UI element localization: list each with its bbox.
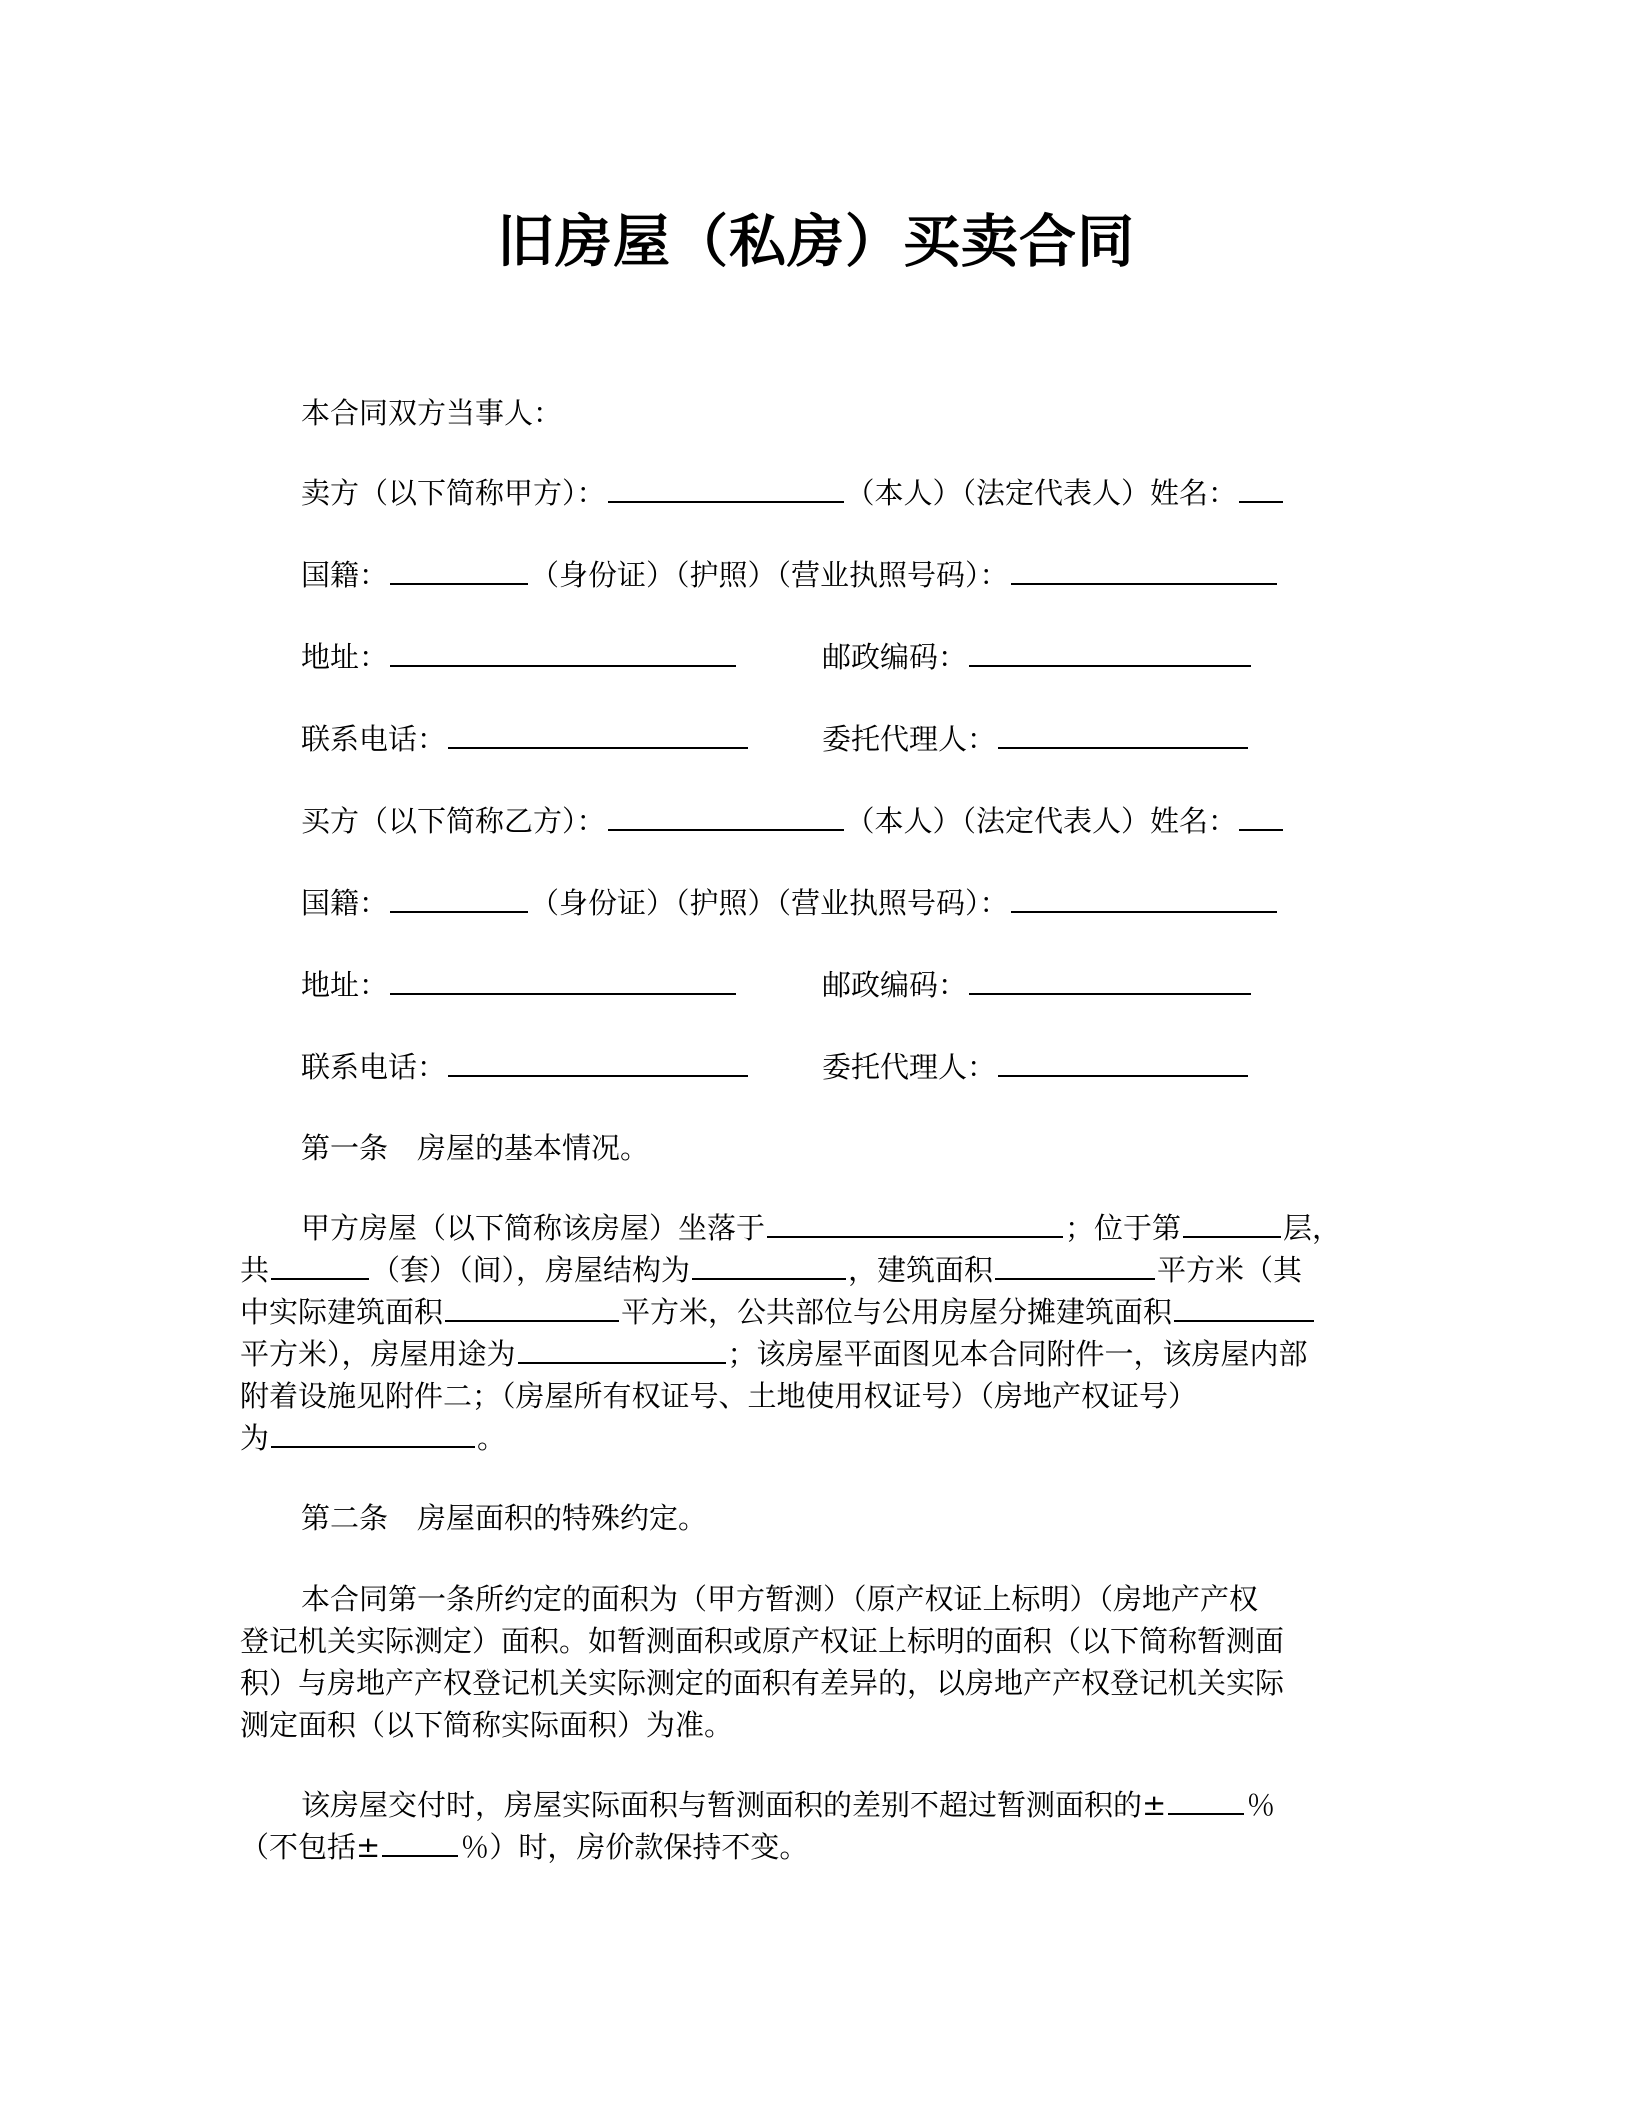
buyer-agent-label: 委托代理人：	[822, 1050, 997, 1084]
seller-role-label: （本人）（法定代表人）姓名：	[845, 476, 1238, 510]
seller-phone-line	[301, 718, 750, 760]
article-2-para-1-line-3: 积）与房地产产权登记机关实际测定的面积有差异的，以房地产产权登记机关实际	[240, 1666, 1285, 1700]
seller-postcode-blank[interactable]	[969, 637, 1251, 667]
seller-postcode-line	[822, 636, 1253, 678]
buyer-phone-label: 联系电话：	[301, 1050, 447, 1084]
seller-line-2	[301, 554, 1279, 596]
article-1-text: ；位于第	[1065, 1211, 1182, 1245]
buyer-phone-blank[interactable]	[448, 1047, 748, 1077]
seller-name-blank[interactable]	[608, 473, 844, 503]
article-2-text: 该房屋交付时，房屋实际面积与暂测面积的差别不超过暂测面积的±	[301, 1788, 1167, 1822]
buyer-nationality-label: 国籍：	[301, 886, 389, 920]
document-title: 旧房屋（私房）买卖合同	[497, 209, 1135, 275]
article-2-text: ％	[1246, 1788, 1276, 1822]
seller-agent-blank[interactable]	[998, 719, 1248, 749]
shared-area-blank[interactable]	[1174, 1292, 1314, 1322]
article-1-text: ；该房屋平面图见本合同附件一，该房屋内部	[727, 1337, 1308, 1371]
article-1-text: 平方米，公共部位与公用房屋分摊建筑面积	[621, 1295, 1173, 1329]
article-2-para-2-line-1	[301, 1784, 1275, 1826]
buyer-person-name-blank[interactable]	[1239, 801, 1283, 831]
buyer-name-blank[interactable]	[608, 801, 844, 831]
buyer-role-label: （本人）（法定代表人）姓名：	[845, 804, 1238, 838]
article-2-para-1-line-4: 测定面积（以下简称实际面积）为准。	[240, 1708, 734, 1742]
seller-address-line	[301, 636, 738, 678]
seller-nationality-blank[interactable]	[390, 555, 528, 585]
article-1-text: 平方米（其	[1157, 1253, 1303, 1287]
buyer-id-blank[interactable]	[1011, 883, 1277, 913]
buyer-line-2	[301, 882, 1279, 924]
seller-phone-blank[interactable]	[448, 719, 748, 749]
article-1-text: ，建筑面积	[848, 1253, 994, 1287]
buyer-address-label: 地址：	[301, 968, 389, 1002]
buyer-label: 买方（以下简称乙方）：	[301, 804, 606, 838]
seller-person-name-blank[interactable]	[1239, 473, 1283, 503]
tolerance-percent-blank[interactable]	[1168, 1785, 1244, 1815]
buyer-postcode-blank[interactable]	[969, 965, 1251, 995]
buyer-line-1	[301, 800, 1285, 842]
buyer-phone-line	[301, 1046, 750, 1088]
article-1-line-1	[301, 1207, 1341, 1249]
buyer-id-label: （身份证）（护照）（营业执照号码）：	[530, 886, 1009, 920]
seller-nationality-label: 国籍：	[301, 558, 389, 592]
structure-blank[interactable]	[692, 1250, 846, 1280]
article-1-text: （套）（间），房屋结构为	[371, 1253, 691, 1287]
article-2-para-2-line-2	[240, 1826, 808, 1868]
article-1-line-6	[240, 1417, 506, 1459]
seller-line-1	[301, 472, 1285, 514]
seller-agent-label: 委托代理人：	[822, 722, 997, 756]
article-1-text: 为	[240, 1421, 270, 1455]
house-location-blank[interactable]	[767, 1208, 1063, 1238]
seller-address-blank[interactable]	[390, 637, 736, 667]
exclusive-percent-blank[interactable]	[382, 1827, 458, 1857]
article-1-text: 甲方房屋（以下简称该房屋）坐落于	[301, 1211, 766, 1245]
total-floors-blank[interactable]	[271, 1250, 369, 1280]
article-1-line-3	[240, 1291, 1316, 1333]
article-1-line-4	[240, 1333, 1308, 1375]
usage-blank[interactable]	[518, 1334, 726, 1364]
actual-area-blank[interactable]	[445, 1292, 619, 1322]
article-1-text: 层，	[1283, 1211, 1342, 1245]
buyer-postcode-label: 邮政编码：	[822, 968, 968, 1002]
article-2-para-1-line-1: 本合同第一条所约定的面积为（甲方暂测）（原产权证上标明）（房地产产权	[301, 1582, 1259, 1616]
buyer-agent-line	[822, 1046, 1250, 1088]
buyer-address-blank[interactable]	[390, 965, 736, 995]
article-1-heading: 第一条 房屋的基本情况。	[301, 1131, 650, 1165]
seller-agent-line	[822, 718, 1250, 760]
article-1-line-5: 附着设施见附件二；（房屋所有权证号、土地使用权证号）（房地产权证号）	[240, 1379, 1198, 1413]
seller-id-label: （身份证）（护照）（营业执照号码）：	[530, 558, 1009, 592]
certificate-number-blank[interactable]	[271, 1418, 475, 1448]
building-area-blank[interactable]	[995, 1250, 1155, 1280]
floor-blank[interactable]	[1183, 1208, 1281, 1238]
article-1-text: 共	[240, 1253, 270, 1287]
buyer-address-line	[301, 964, 738, 1006]
seller-id-blank[interactable]	[1011, 555, 1277, 585]
buyer-agent-blank[interactable]	[998, 1047, 1248, 1077]
article-2-heading: 第二条 房屋面积的特殊约定。	[301, 1501, 708, 1535]
seller-label: 卖方（以下简称甲方）：	[301, 476, 606, 510]
buyer-postcode-line	[822, 964, 1253, 1006]
article-2-text: （不包括±	[240, 1830, 381, 1864]
article-2-para-1-line-2: 登记机关实际测定）面积。如暂测面积或原产权证上标明的面积（以下简称暂测面	[240, 1624, 1285, 1658]
buyer-nationality-blank[interactable]	[390, 883, 528, 913]
article-2-text: ％）时，房价款保持不变。	[460, 1830, 809, 1864]
article-1-text: 中实际建筑面积	[240, 1295, 444, 1329]
seller-address-label: 地址：	[301, 640, 389, 674]
seller-phone-label: 联系电话：	[301, 722, 447, 756]
article-1-text: 。	[477, 1421, 507, 1455]
article-1-text: 平方米），房屋用途为	[240, 1337, 516, 1371]
intro-text: 本合同双方当事人：	[301, 396, 563, 430]
article-1-line-2	[240, 1249, 1302, 1291]
seller-postcode-label: 邮政编码：	[822, 640, 968, 674]
